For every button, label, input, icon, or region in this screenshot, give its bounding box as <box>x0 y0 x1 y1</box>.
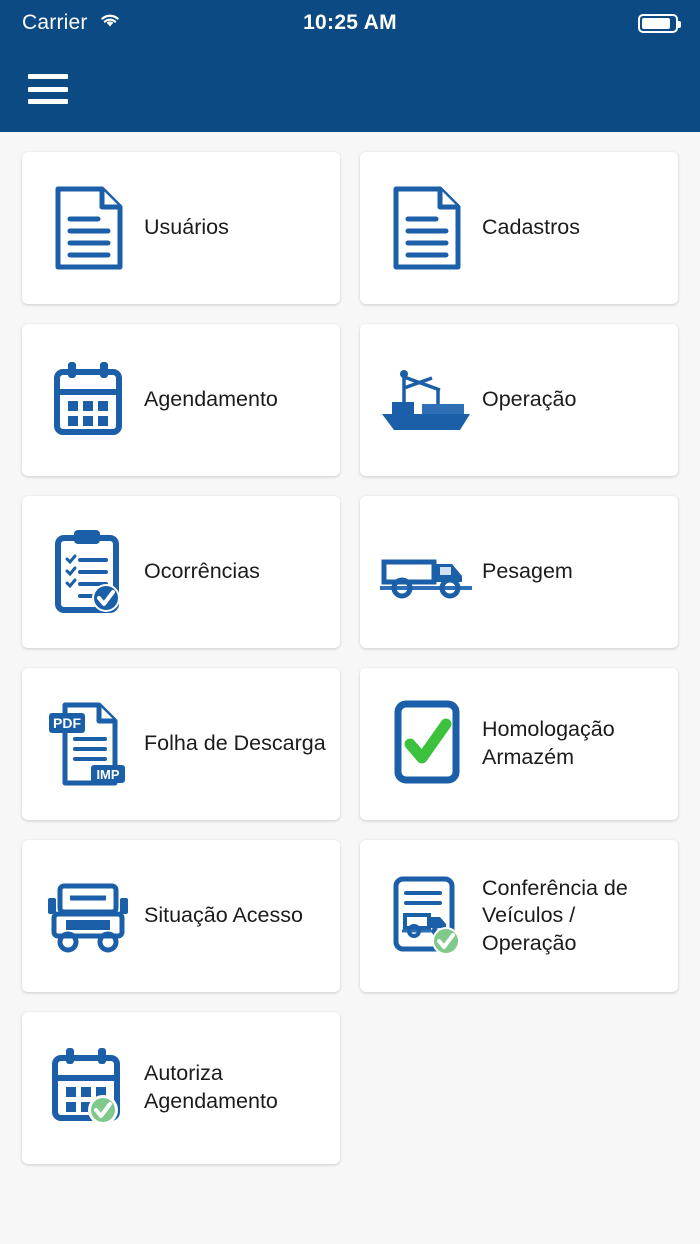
menu-cell <box>350 830 688 1002</box>
imp-badge-text: IMP <box>96 767 120 782</box>
calendar-check-icon <box>36 1046 140 1130</box>
menu-item-label: Situação Acesso <box>144 903 303 928</box>
navigation-bar <box>0 46 700 132</box>
menu-cell-empty <box>350 1002 688 1174</box>
menu-cell <box>350 486 688 658</box>
menu-item-usuarios[interactable] <box>22 152 340 304</box>
menu-cell <box>350 314 688 486</box>
menu-item-label: Homologação Armazém <box>482 717 615 769</box>
menu-item-label: Agendamento <box>144 387 278 412</box>
menu-cell <box>350 658 688 830</box>
ship-crane-icon <box>374 364 478 436</box>
vehicle-document-check-icon <box>374 873 478 959</box>
menu-item-label: Conferência de Veículos / Operação <box>482 875 628 955</box>
menu-item-pesagem[interactable] <box>360 496 678 648</box>
menu-content <box>0 132 700 1244</box>
menu-item-cadastros[interactable] <box>360 152 678 304</box>
menu-item-folha-de-descarga[interactable] <box>22 668 340 820</box>
menu-item-label: Cadastros <box>482 215 580 240</box>
menu-item-label: Operação <box>482 387 577 412</box>
check-box-icon <box>374 698 478 790</box>
menu-item-label: Pesagem <box>482 559 573 584</box>
menu-cell <box>12 830 350 1002</box>
menu-item-label: Autoriza Agendamento <box>144 1061 278 1113</box>
menu-cell <box>12 314 350 486</box>
truck-side-icon <box>374 540 478 604</box>
menu-item-operacao[interactable] <box>360 324 678 476</box>
clock-label: 10:25 AM <box>303 11 397 34</box>
clipboard-check-icon <box>36 528 140 616</box>
status-right-group <box>638 14 678 33</box>
truck-front-icon <box>36 878 140 954</box>
battery-full-icon <box>638 14 678 33</box>
menu-item-autoriza-agendamento[interactable] <box>22 1012 340 1164</box>
menu-cell <box>12 1002 350 1174</box>
menu-cell <box>12 142 350 314</box>
menu-item-label: Ocorrências <box>144 559 260 584</box>
document-icon <box>36 185 140 271</box>
menu-item-homologacao-armazem[interactable] <box>360 668 678 820</box>
document-icon <box>374 185 478 271</box>
menu-item-label: Folha de Descarga <box>144 731 326 756</box>
menu-cell <box>350 142 688 314</box>
menu-item-situacao-acesso[interactable] <box>22 840 340 992</box>
menu-item-agendamento[interactable] <box>22 324 340 476</box>
menu-cell <box>12 486 350 658</box>
carrier-label: Carrier <box>22 11 88 34</box>
pdf-badge-text: PDF <box>53 715 81 731</box>
pdf-document-icon <box>36 699 140 789</box>
menu-cell <box>12 658 350 830</box>
calendar-icon <box>36 360 140 440</box>
menu-item-label: Usuários <box>144 215 229 240</box>
menu-grid <box>12 142 688 1174</box>
status-bar <box>0 0 700 46</box>
status-left-group <box>22 11 122 35</box>
wifi-icon <box>98 11 122 35</box>
hamburger-menu-icon[interactable] <box>28 74 68 104</box>
menu-item-conferencia-de-veiculos-operacao[interactable] <box>360 840 678 992</box>
menu-item-ocorrencias[interactable] <box>22 496 340 648</box>
